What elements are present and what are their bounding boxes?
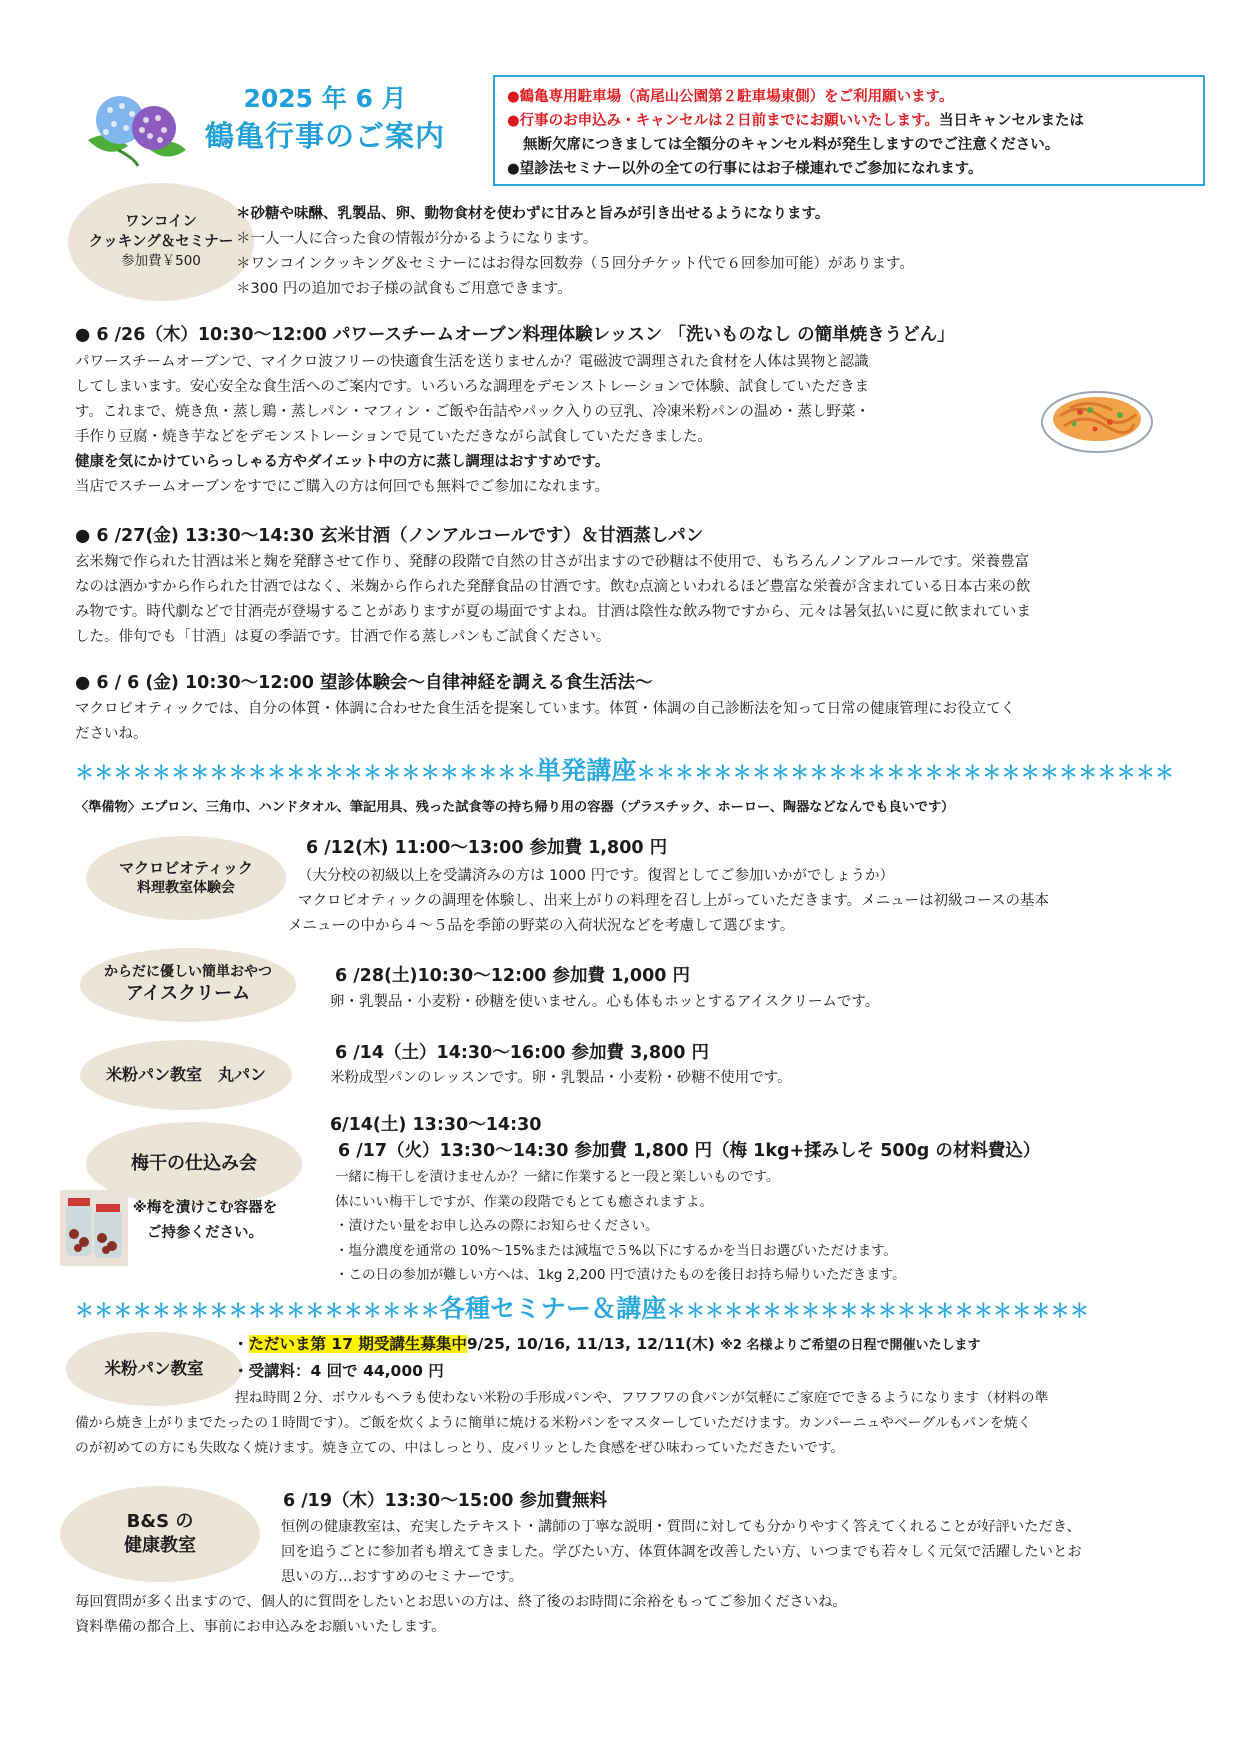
one-coin-note: ＊300 円の追加でお子様の試食もご用意できます。 bbox=[236, 281, 572, 297]
macrobiotic-label-2: 料理教室体験会 bbox=[137, 879, 235, 896]
bs-text-line: 恒例の健康教室は、充実したテキスト・講師の丁寧な説明・質問に対しても分かりやすく答えてくれることが好評いただき、 bbox=[281, 1519, 1081, 1535]
macrobiotic-oval bbox=[86, 836, 286, 920]
yakiudon-plate-illustration bbox=[1040, 382, 1155, 454]
notice-cancel-black: 当日キャンセルまたは bbox=[939, 113, 1084, 129]
komeko-desc-line: 備から焼き上がりまでたったの１時間です）。ご飯を炊くように簡単に焼ける米粉パンをマスターしていただけます。カンパーニュやベーグルもパンを焼く bbox=[75, 1415, 1032, 1431]
bs-heading: 6 /19（木）13:30～15:00 参加費無料 bbox=[283, 1491, 608, 1511]
bs-label-1: B&S の bbox=[126, 1510, 194, 1532]
komeko-desc-line: のが初めての方にも失敗なく焼けます。焼き立ての、中はしっとり、皮パリッとした食感をぜひ味わっていただきたいです。 bbox=[75, 1440, 845, 1456]
recruit-dates: 9/25, 10/16, 11/13, 12/11(木) bbox=[466, 1335, 715, 1353]
event-text-line: マクロビオティックでは、自分の体質・体調に合わせた食生活を提案しています。体質・体調の自己診断法を知って日常の健康管理にお役立てく bbox=[75, 701, 1016, 717]
umeboshi-text-line: 一緒に梅干しを漬けませんか？一緒に作業すると一段と楽しいものです。 bbox=[335, 1169, 780, 1185]
page-title-date: 2025 年 6 月 bbox=[243, 84, 407, 113]
section-title: 各種セミナー＆講座 bbox=[439, 1294, 667, 1323]
event-text-line: み物です。時代劇などで甘酒売が登場することがありますが夏の場面ですよね。甘酒は陰性な飲み物ですから、元々は暑気払いに夏に飲まれていま bbox=[75, 604, 1031, 620]
umeboshi-text-line: ・塩分濃度を通常の 10%～15%または減塩で５%以下にするかを当日お選びいただけます。 bbox=[335, 1242, 898, 1259]
bs-health-oval bbox=[60, 1486, 260, 1582]
event-text-bold: 健康を気にかけていらっしゃる方やダイエット中の方に蒸し調理はおすすめです。 bbox=[75, 454, 610, 470]
umeboshi-text-line: 体にいい梅干しですが、作業の段階でもとても癒されますよ。 bbox=[335, 1193, 713, 1210]
event-boshin-heading: ● 6 / 6 (金) 10:30～12:00 望診体験会～自律神経を調える食生活法～ bbox=[75, 673, 653, 693]
umeboshi-heading-1: 6/14(土) 13:30～14:30 bbox=[330, 1115, 542, 1135]
notice-cancel-fee: 無断欠席につきましては全額分のキャンセル料が発生しますのでご注意ください。 bbox=[523, 137, 1060, 153]
macrobiotic-desc: メニューの中から４～５品を季節の野菜の入荷状況などを考慮して選びます。 bbox=[288, 918, 795, 934]
komeko-recruit-line bbox=[233, 1331, 1193, 1359]
event-amazake-body bbox=[75, 550, 1185, 650]
umeboshi-heading-2: 6 /17（火）13:30～14:30 参加費 1,800 円（梅 1kg+揉みしそ 500g の材料費込） bbox=[338, 1141, 1041, 1161]
macrobiotic-note: （大分校の初級以上を受講済みの方は 1000 円です。復習としてご参加いかがでしょうか） bbox=[298, 868, 894, 884]
one-coin-note: ＊ワンコインクッキング＆セミナーにはお得な回数券（５回分チケット代で６回参加可能）があります。 bbox=[236, 256, 914, 272]
umeboshi-body bbox=[335, 1165, 1195, 1288]
notice-cancel-red: ●行事のお申込み・キャンセルは２日前までにお願いいたします。 bbox=[507, 113, 939, 129]
macrobiotic-desc: マクロビオティックの調理を体験し、出来上がりの料理を召し上がっていただきます。メニューは初級コースの基本 bbox=[298, 893, 1049, 909]
macrobiotic-label-1: マクロビオティック bbox=[119, 859, 253, 878]
event-text-line: パワースチームオーブンで、マイクロ波フリーの快適食生活を送りませんか？電磁波で調理された食材を人体は異物と認識 bbox=[75, 354, 869, 370]
stars-divider: ＊＊＊＊＊＊＊＊＊＊＊＊＊＊＊＊＊＊＊＊＊＊＊＊＊＊＊＊ bbox=[636, 762, 1175, 784]
marupan-label: 米粉パン教室 丸パン bbox=[105, 1065, 266, 1085]
event-text-line: した。俳句でも「甘酒」は夏の季語です。甘酒で作る蒸しパンもご試食ください。 bbox=[75, 629, 611, 645]
komeko-fee: ・受講料：4 回で 44,000 円 bbox=[233, 1362, 444, 1380]
one-coin-note: ＊一人一人に合った食の情報が分かるようになります。 bbox=[236, 231, 598, 247]
stars-divider: ＊＊＊＊＊＊＊＊＊＊＊＊＊＊＊＊＊＊＊＊＊＊ bbox=[666, 1300, 1090, 1322]
umeboshi-text-line: ・漬けたい量をお申し込みの際にお知らせください。 bbox=[335, 1218, 659, 1234]
bullet: ・ bbox=[233, 1335, 249, 1353]
komeko-desc-line: 捏ね時間２分、ボウルもヘラも使わない米粉の手形成パンや、フワフワの食パンが気軽にご家庭でできるようになります（材料の準 bbox=[235, 1390, 1049, 1406]
one-coin-fee: 参加費￥500 bbox=[121, 253, 201, 270]
umeboshi-jar-photo bbox=[60, 1190, 128, 1266]
marupan-oval bbox=[80, 1040, 292, 1110]
recruit-note: ※2 名様よりご希望の日程で開催いたします bbox=[720, 1338, 981, 1353]
event-boshin-body bbox=[75, 697, 1185, 747]
bs-body bbox=[281, 1515, 1191, 1590]
event-text-line: 当店でスチームオーブンをすでにご購入の方は何回でも無料でご参加になれます。 bbox=[75, 479, 610, 495]
one-coin-label-2: クッキング＆セミナー bbox=[88, 233, 234, 250]
section-header-single-courses bbox=[75, 752, 1185, 791]
hydrangea-illustration bbox=[78, 88, 190, 168]
event-text-line: なのは酒かすから作られた甘酒ではなく、米麹から作られた発酵食品の甘酒です。飲む点滴といわれるほど豊富な栄養が含まれている日本古来の飲 bbox=[75, 579, 1031, 595]
notice-children: ●望診法セミナー以外の全ての行事にはお子様連れでご参加になれます。 bbox=[507, 161, 983, 177]
event-text-line: ださいね。 bbox=[75, 726, 148, 742]
macrobiotic-heading: 6 /12(木) 11:00～13:00 参加費 1,800 円 bbox=[306, 838, 668, 858]
recruit-highlight: ただいま第 17 期受講生募集中 bbox=[248, 1335, 467, 1353]
preparation-items: 〈準備物〉エプロン、三角巾、ハンドタオル、筆記用具、残った試食等の持ち帰り用の容器（プラスチック、ホーロー、陶器などなんでも良いです） bbox=[75, 800, 955, 815]
bs-footer-line: 毎回質問が多く出ますので、個人的に質問をしたいとお思いの方は、終了後のお時間に余裕をもってご参加くださいね。 bbox=[75, 1594, 847, 1610]
section-header-seminars bbox=[75, 1290, 1185, 1329]
one-coin-oval bbox=[68, 183, 254, 301]
stars-divider: ＊＊＊＊＊＊＊＊＊＊＊＊＊＊＊＊＊＊＊ bbox=[75, 1300, 440, 1322]
section-title: 単発講座 bbox=[535, 756, 637, 785]
title-block bbox=[78, 82, 458, 162]
marupan-desc: 米粉成型パンのレッスンです。卵・乳製品・小麦粉・砂糖不使用です。 bbox=[330, 1070, 792, 1086]
page-title: 鶴亀行事のご案内 bbox=[204, 119, 445, 153]
ice-cream-heading: 6 /28(土)10:30～12:00 参加費 1,000 円 bbox=[335, 966, 691, 986]
event-text-line: してしまいます。安心安全な食生活へのご案内です。いろいろな調理をデモンストレーションで体験、試食していただきま bbox=[75, 379, 870, 395]
umeboshi-note-line: ※梅を漬けこむ容器を bbox=[132, 1200, 278, 1216]
event-steam-oven-heading: ● 6 /26（木）10:30～12:00 パワースチームオーブン料理体験レッスン 「洗いものなし の簡単焼きうどん」 bbox=[75, 325, 955, 345]
umeboshi-note-line: ご持参ください。 bbox=[147, 1225, 263, 1241]
event-amazake-heading: ● 6 /27(金) 13:30～14:30 玄米甘酒（ノンアルコールです）＆甘酒蒸しパン bbox=[75, 526, 704, 546]
notice-cancel bbox=[507, 109, 1191, 133]
bs-text-line: 思いの方…おすすめのセミナーです。 bbox=[281, 1569, 524, 1585]
bs-text-line: 回を追うごとに参加者も増えてきました。学びたい方、体質体調を改善したい方、いつまでも若々しく元気で活躍したいとお bbox=[281, 1544, 1082, 1560]
ice-cream-oval bbox=[80, 948, 296, 1022]
one-coin-note: ＊砂糖や味醂、乳製品、卵、動物食材を使わずに甘みと旨みが引き出せるようになります。 bbox=[236, 206, 830, 222]
notice-box bbox=[493, 75, 1205, 186]
komeko-desc bbox=[75, 1386, 1190, 1461]
event-text-line: 手作り豆腐・焼き芋などをデモンストレーションで見ていただきながら試食していただきました。 bbox=[75, 429, 712, 445]
one-coin-label-1: ワンコイン bbox=[124, 214, 198, 231]
event-text-line: 玄米麹で作られた甘酒は米と麹を発酵させて作り、発酵の段階で自然の甘さが出ますので砂糖は不使用で、もちろんノンアルコールです。栄養豊富 bbox=[75, 554, 1030, 570]
marupan-heading: 6 /14（土）14:30～16:00 参加費 3,800 円 bbox=[335, 1043, 710, 1063]
umeboshi-container-note bbox=[130, 1196, 280, 1246]
one-coin-notes bbox=[236, 202, 1136, 302]
stars-divider: ＊＊＊＊＊＊＊＊＊＊＊＊＊＊＊＊＊＊＊＊＊＊＊＊ bbox=[75, 762, 536, 784]
bs-footer bbox=[75, 1590, 1175, 1640]
ice-cream-label-1: からだに優しい簡単おやつ bbox=[104, 964, 272, 981]
umeboshi-label: 梅干の仕込み会 bbox=[131, 1152, 257, 1174]
bs-footer-line: 資料準備の都合上、事前にお申込みをお願いいたします。 bbox=[75, 1619, 446, 1635]
bs-label-2: 健康教室 bbox=[124, 1535, 196, 1556]
ice-cream-desc: 卵・乳製品・小麦粉・砂糖を使いません。心も体もホッとするアイスクリームです。 bbox=[330, 994, 880, 1010]
notice-parking: ●鶴亀専用駐車場（高尾山公園第２駐車場東側）をご利用願います。 bbox=[507, 89, 954, 105]
umeboshi-text-line: ・この日の参加が難しい方へは、1kg 2,200 円で漬けたものを後日お持ち帰りいただきます。 bbox=[335, 1267, 906, 1283]
komeko-pan-label: 米粉パン教室 bbox=[104, 1358, 204, 1378]
event-steam-oven-body bbox=[75, 350, 1035, 500]
ice-cream-label-2: アイスクリーム bbox=[125, 983, 251, 1005]
event-text-line: す。これまで、焼き魚・蒸し鶏・蒸しパン・マフィン・ご飯や缶詰やパック入りの豆乳、冷凍米粉パンの温め・蒸し野菜・ bbox=[75, 404, 870, 420]
